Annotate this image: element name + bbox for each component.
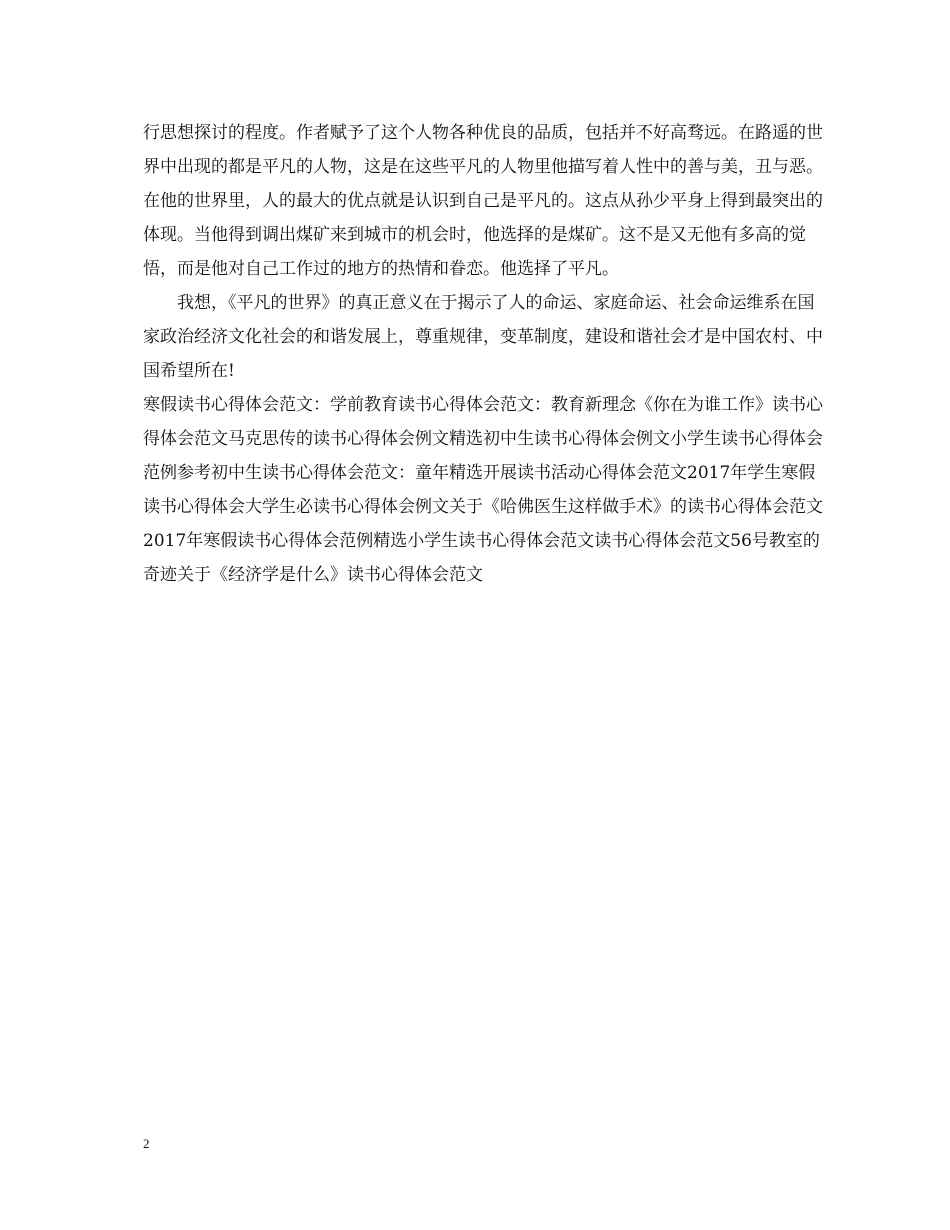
paragraph-conclusion: 我想，《平凡的世界》的真正意义在于揭示了人的命运、家庭命运、社会命运维系在国家政治经济文化社会的和谐发展上，尊重规律，变革制度，建设和谐社会才是中国农村、中国希望所在! [143,293,823,381]
paragraph-continuation: 行思想探讨的程度。作者赋予了这个人物各种优良的品质，包括并不好高骛远。在路遥的世界中出现的都是平凡的人物，这是在这些平凡的人物里他描写着人性中的善与美，丑与恶。在他的世界里，人的最大的优点就是认识到自己是平凡的。这点从孙少平身上得到最突出的体现。当他得到调出煤矿来到城市的机会时，他选择的是煤矿。这不是又无他有多高的觉悟，而是他对自己工作过的地方的热情和眷恋。他选择了平凡。 [143,123,823,279]
body-text [143,116,823,592]
paragraph-related-links: 寒假读书心得体会范文：学前教育读书心得体会范文：教育新理念《你在为谁工作》读书心得体会范文马克思传的读书心得体会例文精选初中生读书心得体会例文小学生读书心得体会范例参考初中生读书心得体会范文：童年精选开展读书活动心得体会范文2017年学生寒假读书心得体会大学生必读书心得体会例文关于《哈佛医生这样做手术》的读书心得体会范文2017年寒假读书心得体会范例精选小学生读书心得体会范文读书心得体会范文56号教室的奇迹关于《经济学是什么》读书心得体会范文 [143,395,823,585]
page-number: 2 [143,1136,150,1151]
